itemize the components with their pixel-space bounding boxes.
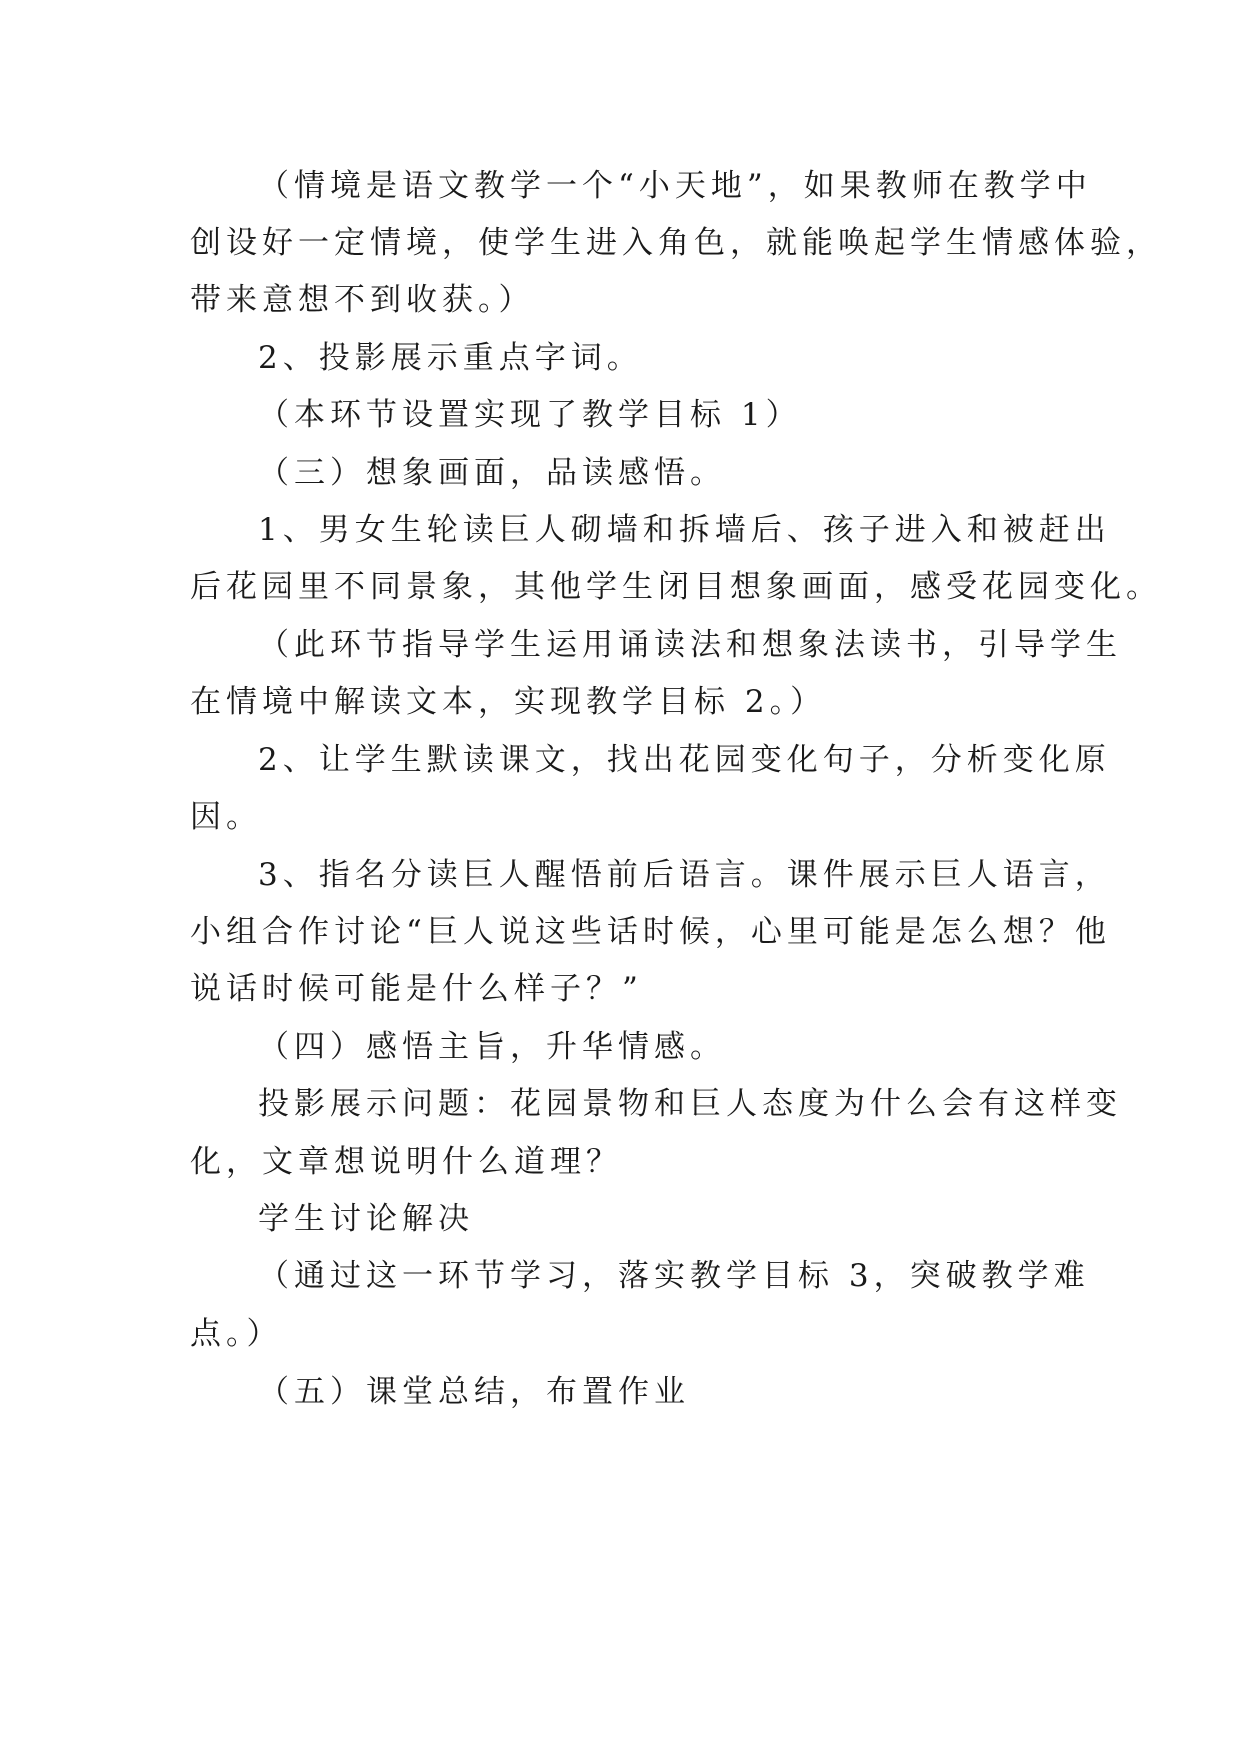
paragraph-line: 2、让学生默读课文，找出花园变化句子，分析变化原 xyxy=(258,742,1111,778)
paragraph-line: 1、男女生轮读巨人砌墙和拆墙后、孩子进入和被赶出 xyxy=(258,512,1111,548)
paragraph-line: （此环节指导学生运用诵读法和想象法读书，引导学生 xyxy=(258,627,1122,663)
paragraph-line: 后花园里不同景象，其他学生闭目想象画面，感受花园变化。 xyxy=(190,569,1162,605)
paragraph-line: 投影展示问题：花园景物和巨人态度为什么会有这样变 xyxy=(258,1086,1122,1122)
section-heading: （三）想象画面，品读感悟。 xyxy=(258,455,726,491)
paragraph-line: （本环节设置实现了教学目标 1） xyxy=(258,397,802,433)
paragraph-line: （通过这一环节学习，落实教学目标 3，突破教学难 xyxy=(258,1258,1090,1294)
section-heading: （四）感悟主旨，升华情感。 xyxy=(258,1029,726,1065)
paragraph-line: （情境是语文教学一个“小天地”，如果教师在教学中 xyxy=(258,168,1092,204)
section-heading: （五）课堂总结，布置作业 xyxy=(258,1374,690,1410)
paragraph-line: 带来意想不到收获。） xyxy=(190,282,535,318)
paragraph-line: 2、投影展示重点字词。 xyxy=(258,340,643,376)
paragraph-line: 创设好一定情境，使学生进入角色，就能唤起学生情感体验， xyxy=(190,225,1162,261)
paragraph-line: 化，文章想说明什么道理？ xyxy=(190,1144,622,1180)
paragraph-line: 说话时候可能是什么样子？” xyxy=(190,971,643,1007)
paragraph-line: 3、指名分读巨人醒悟前后语言。课件展示巨人语言， xyxy=(258,857,1111,893)
paragraph-line: 因。 xyxy=(190,799,262,835)
paragraph-line: 在情境中解读文本，实现教学目标 2。） xyxy=(190,684,827,720)
paragraph-line: 学生讨论解决 xyxy=(258,1201,474,1237)
paragraph-line: 点。） xyxy=(190,1316,283,1352)
paragraph-line: 小组合作讨论“巨人说这些话时候，心里可能是怎么想？他 xyxy=(190,914,1111,950)
